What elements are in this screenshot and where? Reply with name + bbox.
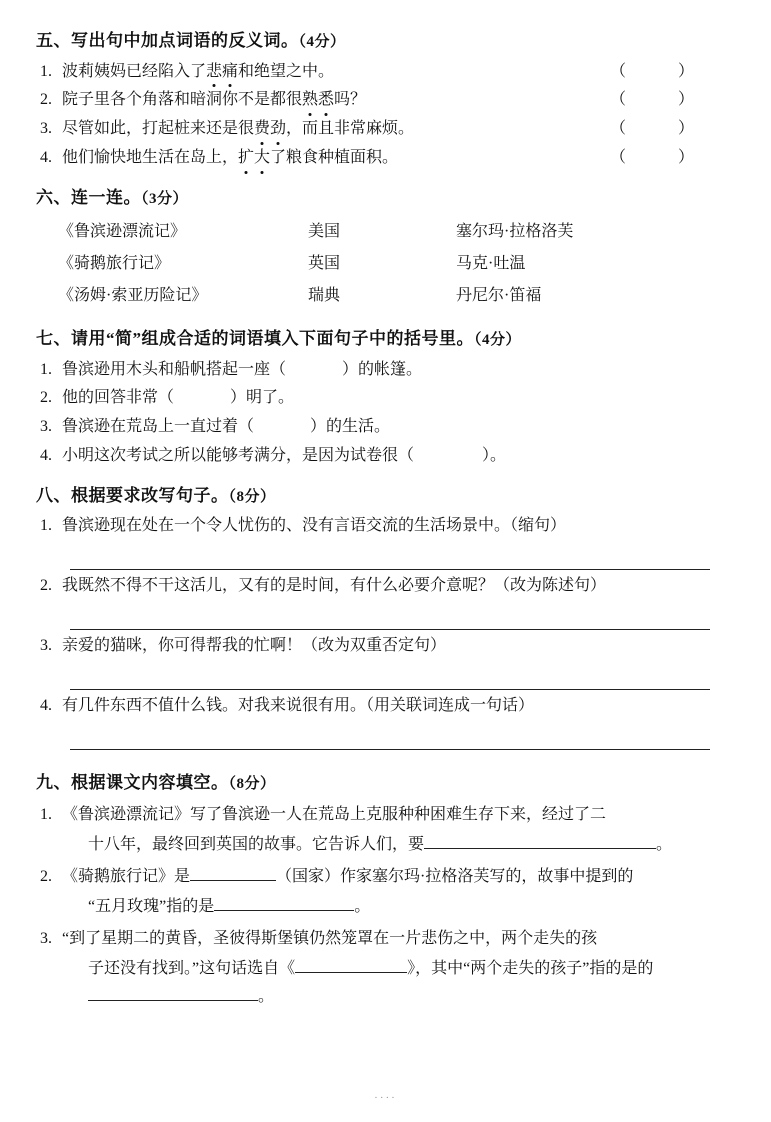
question-9-2-line2 bbox=[36, 893, 736, 921]
q9-1-blank[interactable] bbox=[424, 833, 656, 849]
question-5-3 bbox=[36, 117, 736, 142]
q9-3-line1: “到了星期二的黄昏，圣彼得斯堡镇仍然笼罩在一片悲伤之中，两个走失的孩 bbox=[62, 930, 598, 948]
q9-2-line2-a: “五月玫瑰”指的是 bbox=[88, 898, 215, 916]
question-9-3-line3 bbox=[36, 983, 736, 1011]
match-row[interactable] bbox=[36, 216, 736, 248]
q5-1-text-after: 和绝望之中。 bbox=[238, 62, 335, 80]
q9-2-blank-answer[interactable] bbox=[214, 895, 354, 911]
match-author-1[interactable]: 塞尔玛·拉格洛芙 bbox=[456, 223, 574, 241]
q9-1-line2-a: 十八年，最终回到英国的故事。它告诉人们，要 bbox=[88, 836, 425, 854]
section-heading-5 bbox=[36, 28, 736, 54]
q5-4-dotted: 扩大 bbox=[238, 149, 270, 166]
match-row[interactable] bbox=[36, 280, 736, 312]
question-7-4 bbox=[36, 444, 736, 469]
q9-3-blank-book[interactable] bbox=[295, 957, 407, 973]
match-row[interactable] bbox=[36, 248, 736, 280]
section-5-title: 五、写出句中加点词语的反义词。 bbox=[36, 31, 299, 50]
question-9-3 bbox=[36, 925, 736, 953]
match-country-3[interactable]: 瑞典 bbox=[308, 287, 341, 305]
q5-1-text-before: 波莉姨妈已经陷入了 bbox=[62, 62, 207, 80]
question-8-2 bbox=[36, 574, 736, 599]
q5-3-number: 3. bbox=[40, 120, 52, 138]
question-9-1-line2 bbox=[36, 831, 736, 859]
question-9-2 bbox=[36, 863, 736, 891]
q7-1-after: ）的帐篷。 bbox=[342, 360, 423, 378]
q7-1-number: 1. bbox=[40, 360, 52, 378]
q9-3-line2-b: 》，其中“两个走失的孩子”指的是的 bbox=[407, 960, 654, 978]
q8-1-number: 1. bbox=[40, 517, 52, 535]
q9-2-line2-b: 。 bbox=[354, 898, 371, 916]
q8-2-text: 我既然不得不干这活儿，又有的是时间，有什么必要介意呢？（改为陈述句） bbox=[62, 577, 607, 595]
q5-4-number: 4. bbox=[40, 148, 52, 166]
section-6-score: （3分） bbox=[141, 190, 189, 207]
q5-4-text-before: 他们愉快地生活在岛上， bbox=[62, 148, 239, 166]
q9-2-number: 2. bbox=[40, 868, 52, 886]
q7-1-before: 鲁滨逊用木头和船帆搭起一座（ bbox=[62, 360, 287, 378]
q8-3-answer-line[interactable] bbox=[70, 667, 710, 690]
question-8-1 bbox=[36, 514, 736, 539]
question-7-3 bbox=[36, 415, 736, 440]
question-8-3 bbox=[36, 634, 736, 659]
match-author-3[interactable]: 丹尼尔·笛福 bbox=[456, 287, 542, 305]
match-book-2[interactable]: 《骑鹅旅行记》 bbox=[58, 255, 171, 273]
section-heading-7 bbox=[36, 326, 736, 352]
q9-2-blank-country[interactable] bbox=[190, 865, 276, 881]
q7-4-blank[interactable] bbox=[414, 444, 482, 469]
q7-4-before: 小明这次考试之所以能够考满分，是因为试卷很（ bbox=[62, 447, 415, 465]
q8-2-answer-line[interactable] bbox=[70, 607, 710, 630]
q7-2-before: 他的回答非常（ bbox=[62, 389, 175, 407]
q7-4-after: ）。 bbox=[482, 447, 507, 465]
q9-1-number: 1. bbox=[40, 806, 52, 824]
worksheet-content bbox=[36, 28, 736, 1011]
q5-3-answer-paren[interactable]: （ ） bbox=[609, 120, 694, 138]
section-9-score: （8分） bbox=[228, 775, 276, 792]
q5-1-answer-paren[interactable]: （ ） bbox=[609, 62, 694, 80]
section-5-score: （4分） bbox=[298, 34, 346, 50]
question-8-4 bbox=[36, 694, 736, 719]
q5-3-dotted: 费劲 bbox=[254, 120, 286, 137]
q5-1-number: 1. bbox=[40, 62, 52, 80]
section-7-title: 七、请用“简”组成合适的词语填入下面句子中的括号里。 bbox=[36, 329, 474, 349]
section-8-title: 八、根据要求改写句子。 bbox=[36, 485, 229, 505]
question-9-1 bbox=[36, 801, 736, 829]
q7-3-before: 鲁滨逊在荒岛上一直过着（ bbox=[62, 418, 255, 436]
q7-2-number: 2. bbox=[40, 389, 52, 407]
q9-2-line1-b: （国家）作家塞尔玛·拉格洛芙写的，故事中提到的 bbox=[276, 868, 634, 886]
q9-3-line3-b: 。 bbox=[258, 988, 275, 1006]
q8-1-text: 鲁滨逊现在处在一个令人忧伤的、没有言语交流的生活场景中。（缩句） bbox=[62, 517, 567, 535]
question-5-1 bbox=[36, 60, 736, 85]
question-5-2 bbox=[36, 88, 736, 113]
q5-1-dotted: 悲痛 bbox=[206, 63, 238, 80]
q8-4-number: 4. bbox=[40, 696, 52, 714]
q5-2-number: 2. bbox=[40, 91, 52, 109]
q5-3-text-after: ，而且非常麻烦。 bbox=[286, 120, 415, 138]
q9-1-line2-b: 。 bbox=[656, 836, 673, 854]
question-5-4 bbox=[36, 146, 736, 171]
section-6-title: 六、连一连。 bbox=[36, 187, 141, 207]
q7-3-number: 3. bbox=[40, 418, 52, 436]
q5-2-dotted: 熟悉 bbox=[302, 91, 334, 108]
q7-3-after: ）的生活。 bbox=[310, 418, 391, 436]
question-9-3-line2 bbox=[36, 955, 736, 983]
q7-2-blank[interactable] bbox=[174, 386, 230, 411]
q9-1-line1: 《鲁滨逊漂流记》写了鲁滨逊一人在荒岛上克服种种困难生存下来，经过了二 bbox=[62, 806, 607, 824]
q8-2-number: 2. bbox=[40, 577, 52, 595]
q7-3-blank[interactable] bbox=[254, 415, 310, 440]
q5-2-text-after: 吗？ bbox=[334, 91, 367, 109]
question-7-1 bbox=[36, 358, 736, 383]
match-book-1[interactable]: 《鲁滨逊漂流记》 bbox=[58, 223, 187, 241]
section-9-title: 九、根据课文内容填空。 bbox=[36, 772, 229, 792]
match-author-2[interactable]: 马克·吐温 bbox=[456, 255, 526, 273]
q8-4-text: 有几件东西不值什么钱。对我来说很有用。（用关联词连成一句话） bbox=[62, 696, 535, 714]
q8-3-number: 3. bbox=[40, 636, 52, 654]
match-country-1[interactable]: 美国 bbox=[308, 223, 341, 241]
section-7-score: （4分） bbox=[474, 332, 522, 349]
section-8-score: （8分） bbox=[228, 488, 276, 505]
q9-3-blank-answer[interactable] bbox=[88, 985, 258, 1001]
q5-2-text-before: 院子里各个角落和暗洞你不是都很 bbox=[62, 91, 303, 109]
question-7-2 bbox=[36, 386, 736, 411]
q8-4-answer-line[interactable] bbox=[70, 727, 710, 750]
match-country-2[interactable]: 英国 bbox=[308, 255, 341, 273]
q9-3-line2-a: 子还没有找到。”这句话选自《 bbox=[88, 960, 296, 978]
q8-3-text: 亲爱的猫咪，你可得帮我的忙啊！（改为双重否定句） bbox=[62, 636, 447, 654]
section-heading-9 bbox=[36, 770, 736, 796]
q8-1-answer-line[interactable] bbox=[70, 547, 710, 570]
q5-4-text-after: 了粮食种植面积。 bbox=[270, 148, 399, 166]
match-list bbox=[36, 216, 736, 312]
match-book-3[interactable]: 《汤姆·索亚历险记》 bbox=[58, 287, 208, 305]
q5-4-answer-paren[interactable]: （ ） bbox=[609, 148, 694, 166]
q7-1-blank[interactable] bbox=[286, 358, 342, 383]
q9-3-number: 3. bbox=[40, 930, 52, 948]
section-heading-6 bbox=[36, 185, 736, 211]
q7-4-number: 4. bbox=[40, 447, 52, 465]
q9-2-line1-a: 《骑鹅旅行记》是 bbox=[62, 868, 191, 886]
section-heading-8 bbox=[36, 483, 736, 509]
q5-3-text-before: 尽管如此，打起桩来还是很 bbox=[62, 120, 255, 138]
q5-2-answer-paren[interactable]: （ ） bbox=[609, 91, 694, 109]
page-footer-dots: ···· bbox=[374, 1092, 397, 1104]
q7-2-after: ）明了。 bbox=[230, 389, 295, 407]
